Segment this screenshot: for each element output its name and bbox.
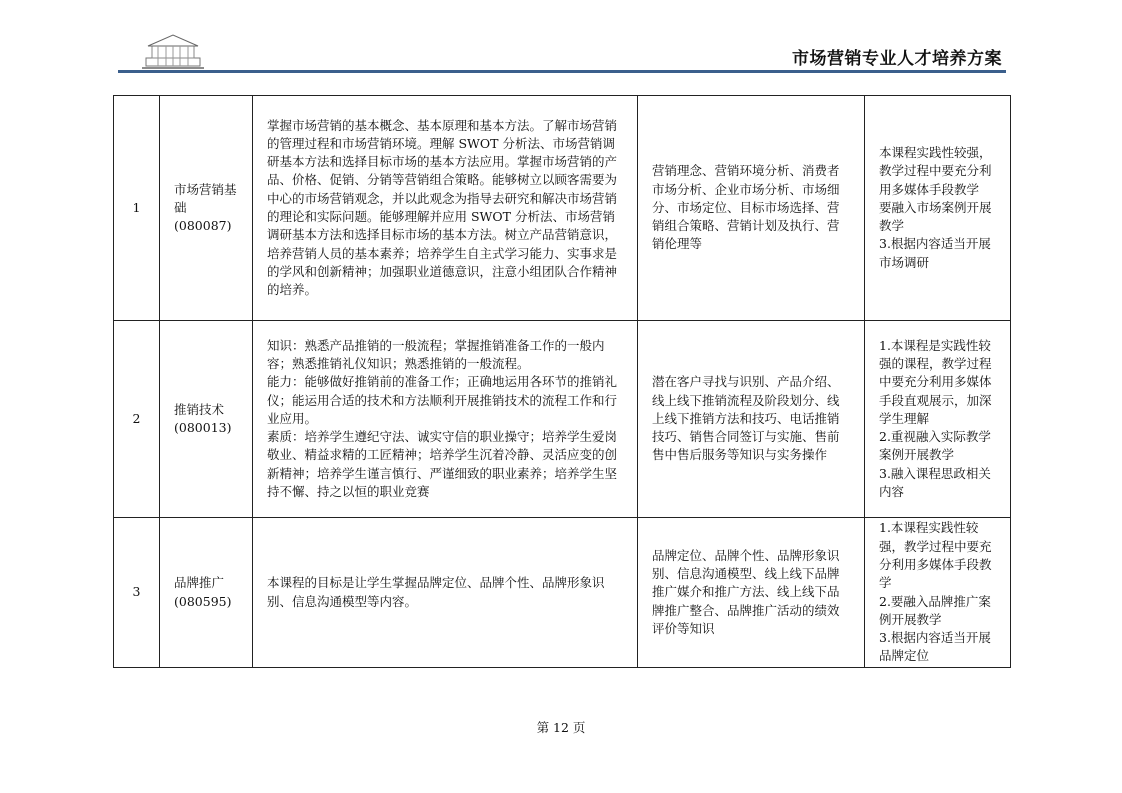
teaching-requirements: [865, 518, 1011, 668]
table-row: [114, 518, 1011, 668]
course-goal: [253, 321, 638, 518]
table-row: [114, 96, 1011, 321]
requirement-item: 3.融入课程思政相关内容: [879, 465, 991, 500]
header-rule: [118, 70, 1006, 73]
requirement-item: 要融入市场案例开展教学: [879, 199, 992, 234]
requirement-item: 1.本课程是实践性较强的课程，教学过程中要充分利用多媒体手段直观展示，加深学生理解: [879, 337, 992, 426]
requirement-item: 1.本课程实践性较强，教学过程中要充分利用多媒体手段教学: [879, 520, 992, 591]
course-code: (080595): [174, 593, 232, 609]
requirement-item: 3.根据内容适当开展品牌定位: [879, 630, 991, 664]
page-header: [118, 30, 1006, 74]
requirement-item: 2.要融入品牌推广案例开展教学: [879, 593, 991, 627]
course-name: 市场营销基础: [174, 181, 237, 215]
teaching-requirements: [865, 96, 1011, 321]
requirement-item: 本课程实践性较强，教学过程中要充分利用多媒体手段教学: [879, 144, 992, 197]
table-row: [114, 321, 1011, 518]
row-number: 2: [114, 321, 160, 518]
course-name-cell: [160, 96, 253, 321]
course-name: 推销技术: [174, 401, 225, 417]
goal-quality: 素质：培养学生遵纪守法、诚实守信的职业操守；培养学生爱岗敬业、精益求精的工匠精神；培养学生沉着冷静、灵活应变的创新精神；培养学生谨言慎行、严谨细致的职业素养；培养学生坚持不懈、持之以恒的职业竞赛: [267, 429, 618, 500]
building-logo-icon: [138, 32, 208, 70]
row-number: 3: [114, 518, 160, 668]
goal-knowledge: 知识：熟悉产品推销的一般流程；掌握推销准备工作的一般内容；熟悉推销礼仪知识；熟悉推销的一般流程。: [267, 337, 605, 371]
page-number: 第 12 页: [536, 720, 586, 735]
course-goal: 掌握市场营销的基本概念、基本原理和基本方法。了解市场营销的管理过程和市场营销环境。理解 SWOT 分析法、市场营销调研基本方法和选择目标市场的基本方法应用。掌握市场营销的产品、价格、促销、分销等营销组合策略。能够树立以顾客需要为中心的市场营销观念，并以此观念为指导去研究和解决市场营销的理论和实际问题。能够理解并应用 SWOT 分析法、市场营销调研基本方法和选择目标市场的基本方法。树立产品营销意识，培养营销人员的基本素养；培养学生自主式学习能力、实事求是的学风和创新精神；加强职业道德意识，注意小组团队合作精神的培养。: [253, 96, 638, 321]
course-name-cell: [160, 518, 253, 668]
course-content: 营销理念、营销环境分析、消费者市场分析、企业市场分析、市场细分、市场定位、目标市场选择、营销组合策略、营销计划及执行、营销伦理等: [638, 96, 865, 321]
teaching-requirements: [865, 321, 1011, 518]
goal-ability: 能力：能够做好推销前的准备工作；正确地运用各环节的推销礼仪；能运用合适的技术和方法顺利开展推销技术的流程工作和行业应用。: [267, 374, 618, 426]
course-name-cell: [160, 321, 253, 518]
course-table: [113, 95, 1011, 668]
course-goal: 本课程的目标是让学生掌握品牌定位、品牌个性、品牌形象识别、信息沟通模型等内容。: [253, 518, 638, 668]
document-title: 市场营销专业人才培养方案: [792, 49, 1002, 69]
course-code: (080013): [174, 420, 232, 435]
requirement-item: 3.根据内容适当开展市场调研: [879, 236, 991, 270]
course-name: 品牌推广: [174, 575, 225, 591]
requirement-item: 2.重视融入实际教学案例开展教学: [879, 429, 991, 463]
course-content: 品牌定位、品牌个性、品牌形象识别、信息沟通模型、线上线下品牌推广媒介和推广方法、线上线下品牌推广整合、品牌推广活动的绩效评价等知识: [638, 518, 865, 668]
course-code: (080087): [174, 218, 232, 234]
course-content: 潜在客户寻找与识别、产品介绍、线上线下推销流程及阶段划分、线上线下推销方法和技巧、电话推销技巧、销售合同签订与实施、售前售中售后服务等知识与实务操作: [638, 321, 865, 518]
row-number: 1: [114, 96, 160, 321]
